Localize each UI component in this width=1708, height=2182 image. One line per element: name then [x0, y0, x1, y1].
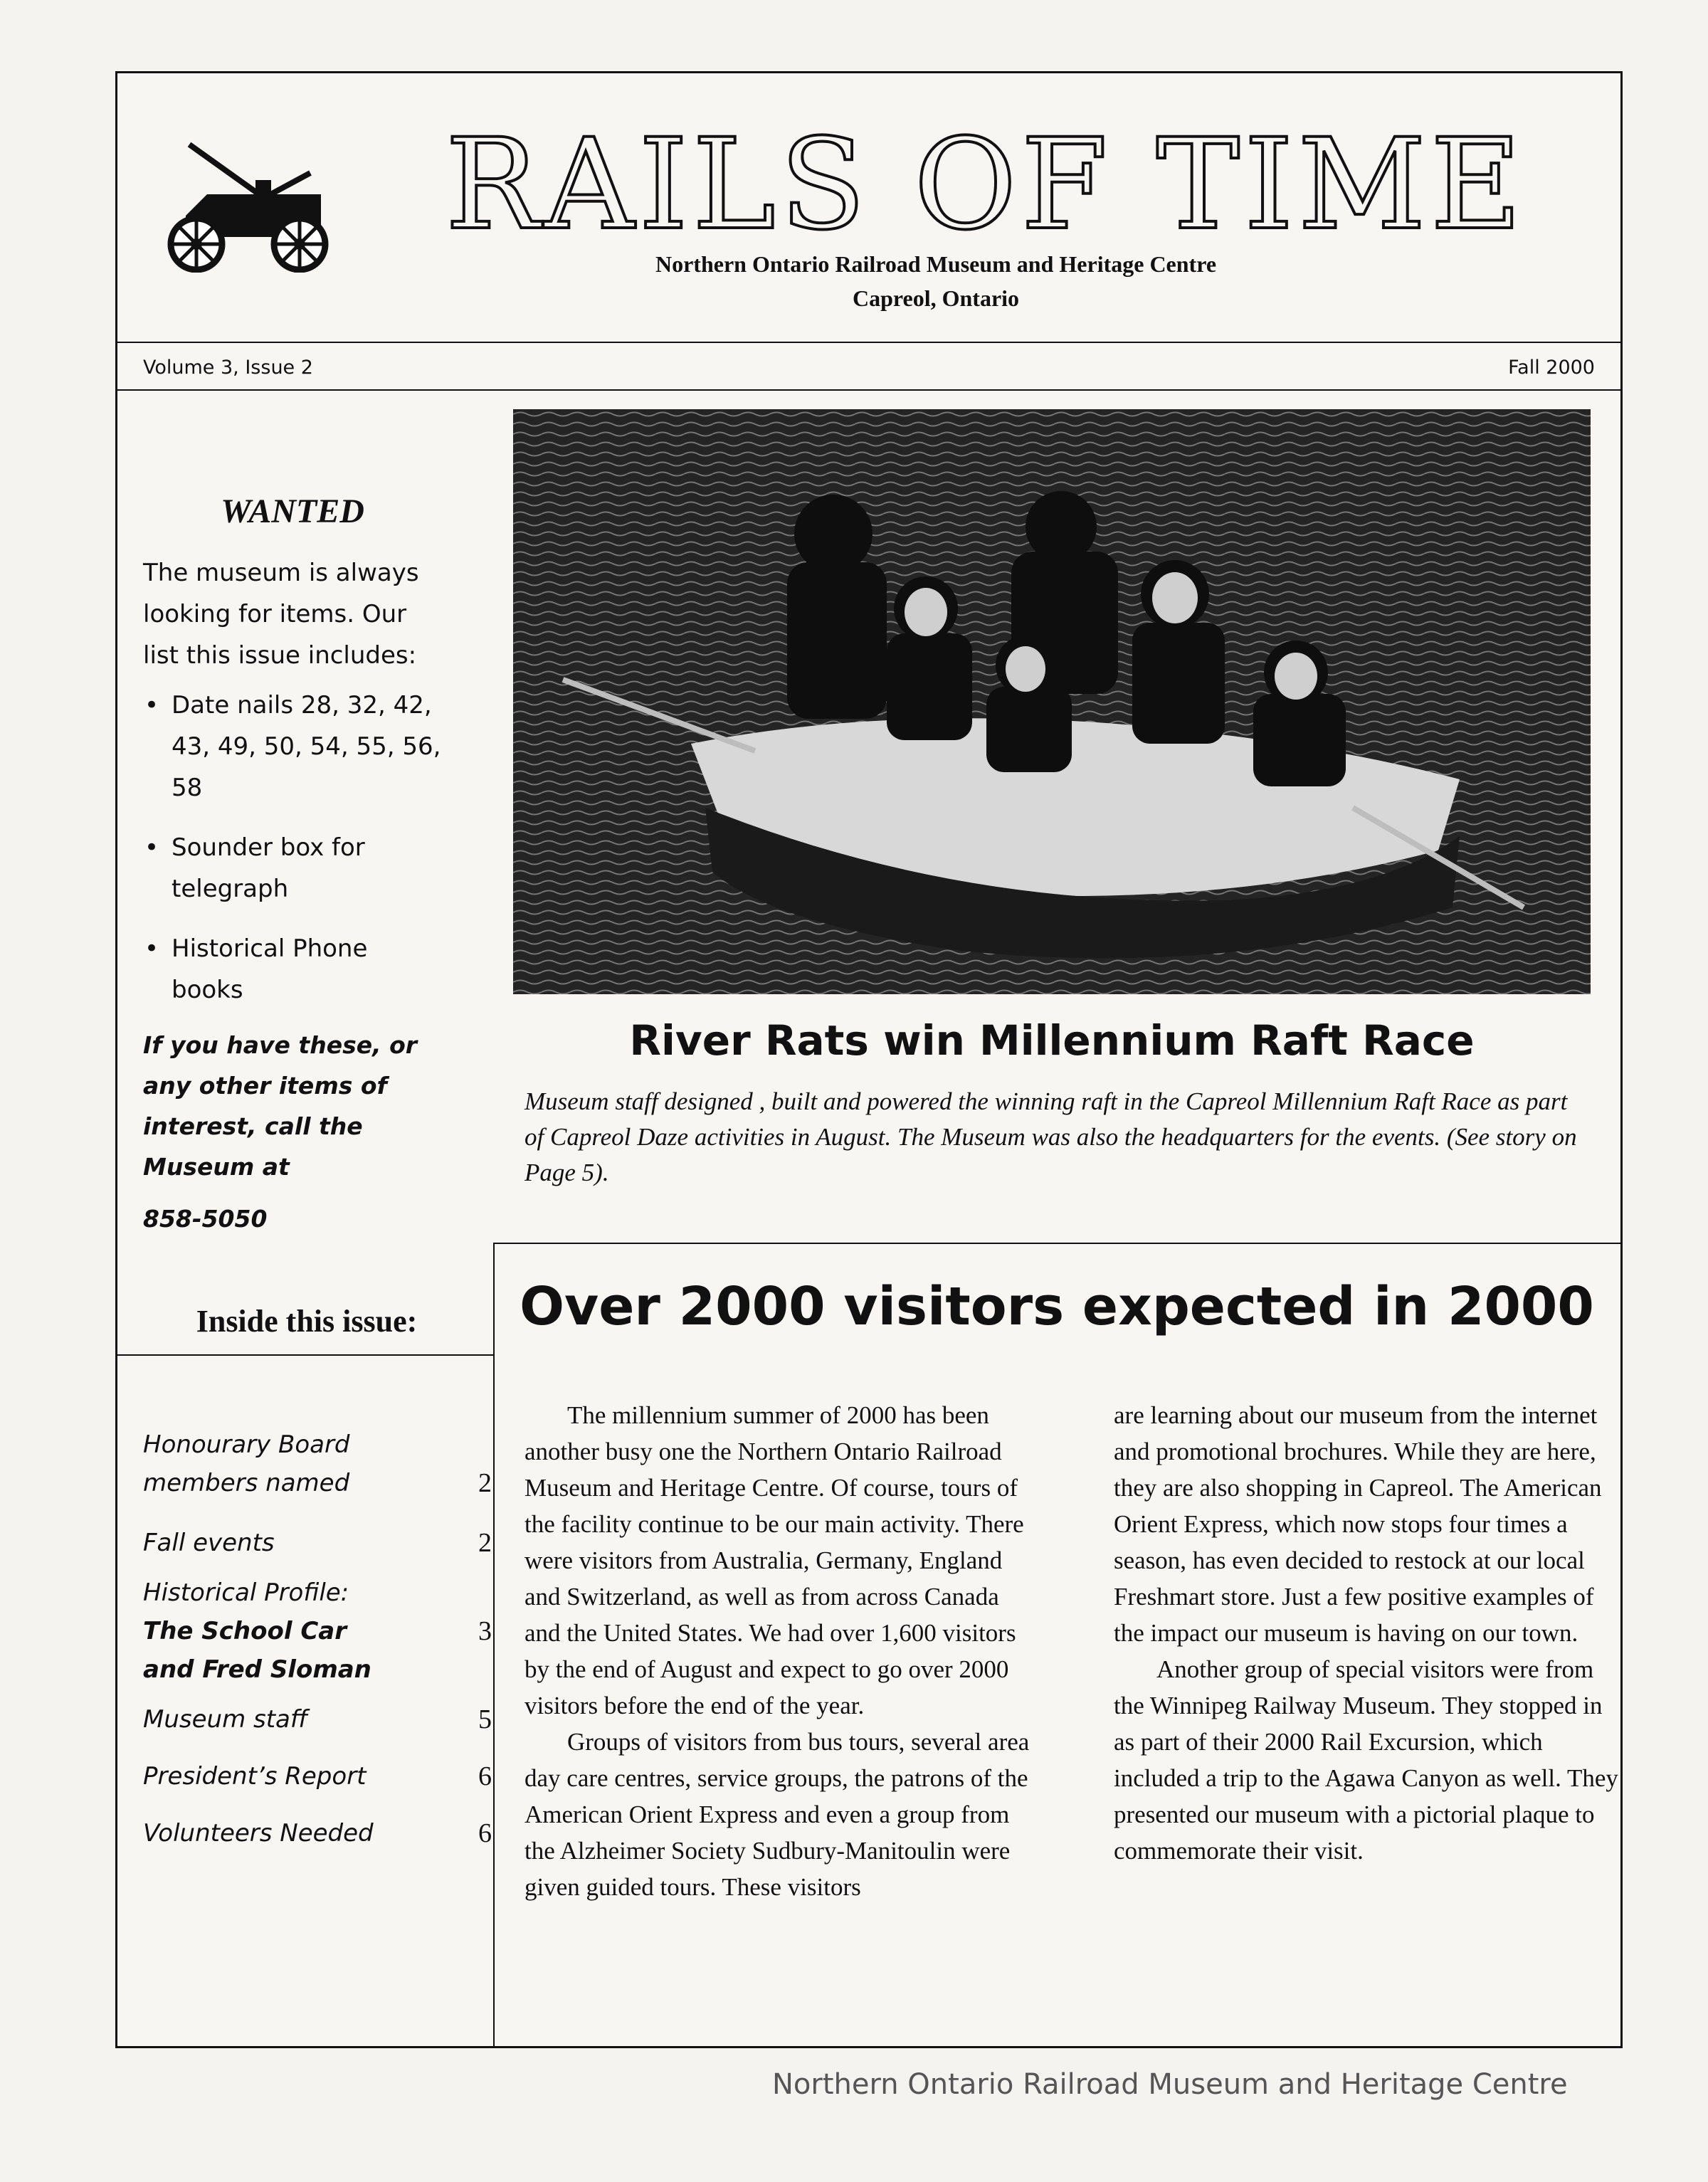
- toc-entry: [143, 1574, 492, 1612]
- table-of-contents: [143, 1425, 492, 1852]
- toc-page: 3: [478, 1616, 492, 1646]
- toc-title: The School Car and Fred Sloman: [143, 1617, 371, 1684]
- newsletter-page: [115, 71, 1623, 2048]
- wanted-callout: If you have these, or any other items of interest, call the Museum at: [143, 1031, 418, 1181]
- toc-entry: [143, 1700, 492, 1739]
- toc-entry: [143, 1425, 492, 1502]
- wanted-sidebar: [143, 492, 442, 1239]
- toc-title: Historical Profile:: [143, 1578, 349, 1607]
- toc-entry: [143, 1612, 492, 1689]
- toc-title: Fall events: [143, 1529, 275, 1557]
- feature-headline: River Rats win Millennium Raft Race: [629, 1016, 1475, 1065]
- toc-rule: [117, 1354, 493, 1356]
- inside-heading: Inside this issue:: [196, 1304, 418, 1339]
- toc-entry: [143, 1524, 492, 1562]
- toc-title: President’s Report: [143, 1762, 367, 1791]
- column-rule: [493, 1243, 495, 2048]
- issue-season: Fall 2000: [1508, 357, 1595, 379]
- page-footer: Northern Ontario Railroad Museum and Heritage Centre: [772, 2068, 1568, 2101]
- raft-crew-image: [513, 409, 1591, 994]
- masthead-title: RAILS OF TIME: [445, 112, 1527, 258]
- story-column-left: [524, 1397, 1037, 1905]
- masthead-location: Capreol, Ontario: [852, 285, 1020, 311]
- story-column-right: [1114, 1397, 1626, 1869]
- handcar-logo: [157, 130, 342, 273]
- toc-page: 6: [478, 1818, 492, 1848]
- wanted-item: • Historical Phone books: [143, 928, 442, 1011]
- wanted-item: • Date nails 28, 32, 42, 43, 49, 50, 54, 55, 56, 58: [143, 685, 442, 808]
- wanted-heading: WANTED: [221, 492, 364, 530]
- masthead-subtitle: Northern Ontario Railroad Museum and Heritage Centre: [655, 251, 1217, 277]
- toc-page: 5: [478, 1704, 492, 1734]
- toc-entry: [143, 1757, 492, 1796]
- toc-page: 2: [478, 1468, 492, 1498]
- volume-issue: Volume 3, Issue 2: [143, 357, 313, 379]
- toc-title: Honourary Board members named: [143, 1430, 350, 1497]
- toc-title: Museum staff: [143, 1705, 308, 1734]
- masthead-rule: [117, 342, 1620, 343]
- toc-page: 2: [478, 1528, 492, 1558]
- story-paragraph: Groups of visitors from bus tours, several area day care centres, service groups, the patrons of the American Orient Express and even a group from the Alzheimer Society Sudbury-Manitoulin were given guided tours. These visitors: [524, 1728, 1030, 1901]
- toc-title: Volunteers Needed: [143, 1819, 374, 1848]
- volume-rule: [117, 389, 1620, 391]
- toc-page: 6: [478, 1761, 492, 1791]
- story-paragraph: The millennium summer of 2000 has been another busy one the Northern Ontario Railroad Museum and Heritage Centre. Of course, tours of the facility continue to be our main activity. There were visitors from Australia, Germany, England and Switzerland, as well as from across Canada and the United States. We had over 1,600 visitors by the end of August and expect to go over 2000 visitors before the end of the year.: [524, 1401, 1024, 1719]
- story-paragraph: Another group of special visitors were from the Winnipeg Railway Museum. They stopped in as part of their 2000 Rail Excursion, which included a trip to the Agawa Canyon as well. They presented our museum with a pictorial plaque to commemorate their visit.: [1114, 1655, 1618, 1865]
- story-headline: Over 2000 visitors expected in 2000: [520, 1276, 1594, 1337]
- story-paragraph: are learning about our museum from the internet and promotional brochures. While they are here, they are also shopping in Capreol. The American Orient Express, which now stops four times a season, has even decided to restock at our local Freshmart store. Just a few positive examples of the impact our museum is having on our town.: [1114, 1401, 1602, 1647]
- wanted-phone: 858-5050: [143, 1205, 268, 1233]
- feature-rule: [493, 1243, 1622, 1244]
- wanted-list: [143, 685, 442, 1011]
- wanted-item: • Sounder box for telegraph: [143, 827, 442, 910]
- toc-entry: [143, 1814, 492, 1852]
- wanted-intro: The museum is always looking for items. Our list this issue includes:: [143, 559, 419, 670]
- feature-caption: Museum staff designed , built and powered the winning raft in the Capreol Millennium Raft Race as part of Capreol Daze activities in August. The Museum was also the headquarters for the events. (See story on Page 5).: [524, 1087, 1577, 1186]
- raft-race-photo: [513, 409, 1591, 994]
